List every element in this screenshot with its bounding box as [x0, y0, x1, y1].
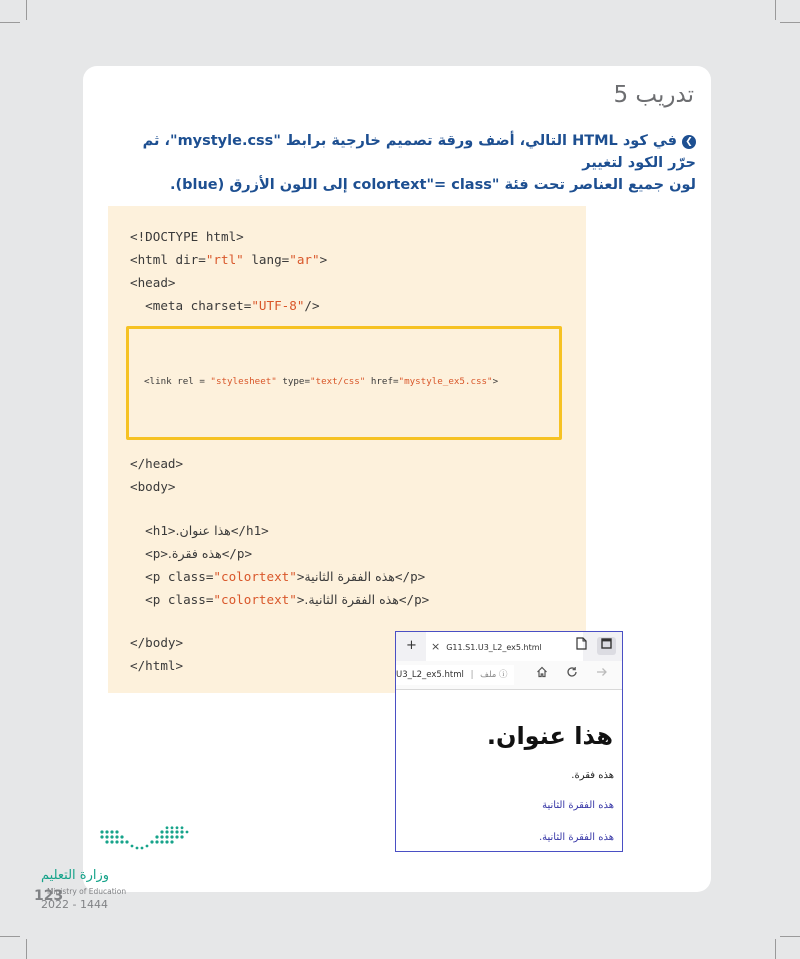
tab-title: G11.S1.U3_L2_ex5.html [446, 643, 542, 652]
rendered-blue-paragraph: هذه الفقرة الثانية. [538, 832, 614, 843]
ministry-logo-icon [100, 826, 192, 864]
close-tab-icon[interactable]: × [431, 640, 441, 653]
window-icon[interactable] [597, 637, 616, 655]
code-line: </html> [130, 658, 184, 673]
instruction-line-2: لون جميع العناصر تحت فئة "colortext"= class إلى اللون الأزرق (blue). [169, 177, 696, 193]
browser-nav-bar [396, 661, 622, 690]
rendered-heading: هذا عنوان. [486, 722, 613, 750]
crop-mark [0, 22, 20, 23]
code-line: <html dir="rtl" lang="ar"> [130, 252, 328, 267]
code-line: <h1>هذا عنوان.</h1> [130, 523, 269, 538]
url-separator: | [470, 670, 474, 680]
crop-mark [26, 0, 27, 20]
home-icon[interactable] [536, 666, 548, 684]
browser-tab[interactable] [426, 632, 583, 661]
code-line: <p class="colortext">هذه الفقرة الثانية</p> [130, 569, 426, 584]
address-bar[interactable] [396, 665, 514, 685]
browser-preview-window [395, 631, 623, 852]
ministry-name-arabic: وزارة التعليم [41, 868, 110, 883]
code-line: </body> [130, 635, 184, 650]
page-number: 123 [34, 888, 64, 904]
rendered-blue-paragraph: هذه الفقرة الثانية [542, 800, 614, 811]
url-text: U3_L2_ex5.html [396, 670, 464, 680]
browser-tab-bar [396, 632, 622, 661]
crop-mark [780, 936, 800, 937]
crop-mark [26, 939, 27, 959]
code-line: <p>هذه فقرة.</p> [130, 546, 253, 561]
info-icon: ⓘ [499, 670, 508, 680]
code-line: <head> [130, 275, 176, 290]
code-block [108, 206, 586, 693]
crop-mark [780, 22, 800, 23]
code-line: <p class="colortext">هذه الفقرة الثانية.</p> [130, 592, 430, 607]
crop-mark [0, 936, 20, 937]
reload-icon[interactable] [566, 666, 578, 684]
page-icon[interactable] [572, 637, 591, 655]
instruction-text [116, 130, 696, 196]
forward-arrow-icon[interactable] [596, 666, 608, 684]
code-line: <meta charset="UTF-8"/> [130, 298, 320, 313]
url-prefix: ملف [480, 670, 497, 680]
code-line: <!DOCTYPE html> [130, 229, 244, 244]
section-title: تدريب 5 [613, 82, 694, 108]
chevron-bullet-icon: ❯ [682, 135, 696, 149]
edition-year: 2022 - 1444 [41, 898, 108, 911]
crop-mark [775, 939, 776, 959]
new-tab-button[interactable]: + [406, 638, 417, 653]
crop-mark [775, 0, 776, 20]
link-stylesheet-line: <link rel = "stylesheet" type="text/css" href="mystyle_ex5.css"> [144, 376, 499, 387]
rendered-paragraph: هذه فقرة. [571, 770, 614, 781]
code-line: </head> [130, 456, 184, 471]
instruction-line-1: ❯في كود HTML التالي، أضف ورقة تصميم خارجية برابط "mystyle.css"، ثم حرّر الكود لتغيير [142, 133, 696, 171]
ministry-name-english: Ministry of Education [47, 887, 127, 896]
code-line: <body> [130, 479, 176, 494]
